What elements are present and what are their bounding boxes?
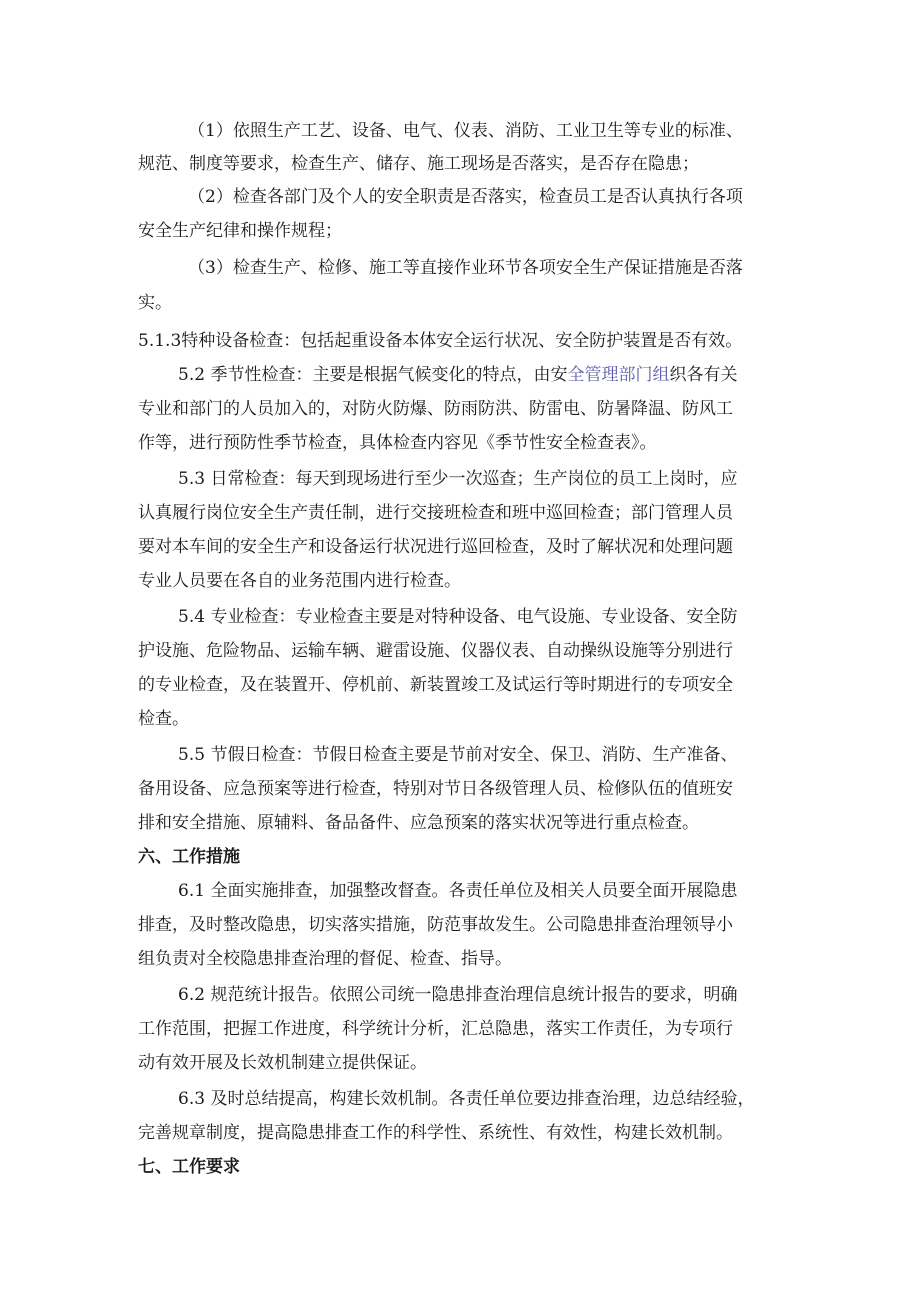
paragraph-line: 排和安全措施、原辅料、备品备件、应急预案的落实状况等进行重点检查。 xyxy=(138,813,699,833)
paragraph-line: 检查。 xyxy=(138,709,189,729)
paragraph-line: 5.1.3特种设备检查：包括起重设备本体安全运行状况、安全防护装置是否有效。 xyxy=(138,331,743,351)
paragraph-line: 专业和部门的人员加入的，对防火防爆、防雨防洪、防雷电、防暑降温、防风工 xyxy=(138,399,733,419)
paragraph-line xyxy=(178,364,737,386)
section-heading: 七、工作要求 xyxy=(138,1157,240,1177)
paragraph-line: 规范、制度等要求，检查生产、储存、施工现场是否落实，是否存在隐患； xyxy=(138,154,699,174)
paragraph-line: 作等，进行预防性季节检查，具体检查内容见《季节性安全检查表》。 xyxy=(138,433,657,453)
paragraph-line: 安全生产纪律和操作规程； xyxy=(138,221,342,241)
paragraph-line: 组负责对全校隐患排查治理的督促、检查、指导。 xyxy=(138,949,512,969)
paragraph-line: 动有效开展及长效机制建立提供保证。 xyxy=(138,1053,427,1073)
paragraph-line: （2）检查各部门及个人的安全职责是否落实，检查员工是否认真执行各项 xyxy=(188,187,743,207)
section-heading: 六、工作措施 xyxy=(138,847,240,867)
paragraph-line: （1）依照生产工艺、设备、电气、仪表、消防、工业卫生等专业的标准、 xyxy=(188,121,743,141)
paragraph-line: 5.5 节假日检查：节假日检查主要是节前对安全、保卫、消防、生产准备、 xyxy=(178,745,738,765)
paragraph-line: 6.3 及时总结提高，构建长效机制。各责任单位要边排查治理，边总结经验， xyxy=(178,1089,755,1109)
hyperlink-text[interactable]: 全管理部门组 xyxy=(567,365,670,385)
paragraph-line: 工作范围，把握工作进度，科学统计分析，汇总隐患，落实工作责任，为专项行 xyxy=(138,1019,733,1039)
paragraph-line: 认真履行岗位安全生产责任制，进行交接班检查和班中巡回检查；部门管理人员 xyxy=(138,503,733,523)
paragraph-text: 织各有关 xyxy=(669,365,738,385)
paragraph-line: 排查，及时整改隐患，切实落实措施，防范事故发生。公司隐患排查治理领导小 xyxy=(138,915,733,935)
paragraph-line: 5.3 日常检查：每天到现场进行至少一次巡查；生产岗位的员工上岗时，应 xyxy=(178,469,738,489)
paragraph-line: 完善规章制度，提高隐患排查工作的科学性、系统性、有效性，构建长效机制。 xyxy=(138,1123,733,1143)
paragraph-line: 实。 xyxy=(138,293,172,313)
paragraph-line: 护设施、危险物品、运输车辆、避雷设施、仪器仪表、自动操纵设施等分别进行 xyxy=(138,641,733,661)
paragraph-line: 备用设备、应急预案等进行检查，特别对节日各级管理人员、检修队伍的值班安 xyxy=(138,779,733,799)
paragraph-line: 6.2 规范统计报告。依照公司统一隐患排查治理信息统计报告的要求，明确 xyxy=(178,985,738,1005)
paragraph-line: 专业人员要在各自的业务范围内进行检查。 xyxy=(138,571,461,591)
paragraph-text: 5.2 季节性检查：主要是根据气候变化的特点，由安 xyxy=(178,365,568,385)
paragraph-line: 5.4 专业检查：专业检查主要是对特种设备、电气设施、专业设备、安全防 xyxy=(178,607,738,627)
paragraph-line: （3）检查生产、检修、施工等直接作业环节各项安全生产保证措施是否落 xyxy=(188,258,743,278)
paragraph-line: 的专业检查，及在装置开、停机前、新装置竣工及试运行等时期进行的专项安全 xyxy=(138,675,733,695)
paragraph-line: 要对本车间的安全生产和设备运行状况进行巡回检查，及时了解状况和处理问题 xyxy=(138,537,733,557)
paragraph-line: 6.1 全面实施排查，加强整改督查。各责任单位及相关人员要全面开展隐患 xyxy=(178,881,738,901)
